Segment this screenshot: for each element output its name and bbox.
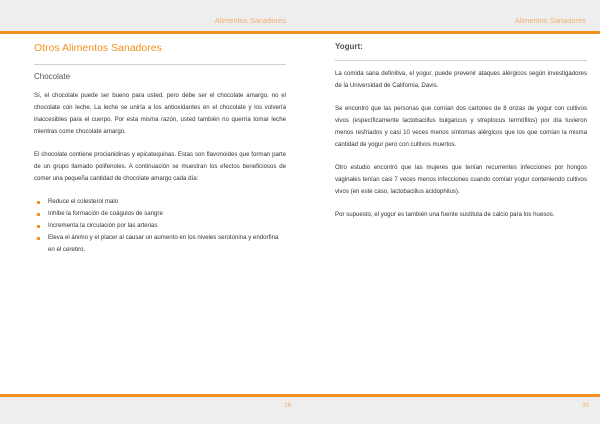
right-page-content [335,42,587,232]
paragraph: La comida sana definitiva, el yogur, puede prevenir ataques alérgicos según investigadores de la Universidad de California, Davis. [335,70,587,89]
footer-bar [300,397,600,424]
page-number: 30 [582,402,590,409]
left-page-content [34,42,286,256]
right-page [300,0,600,424]
benefits-list [34,196,286,256]
subheading-chocolate: Chocolate [34,72,71,81]
page-number: 28 [284,402,292,409]
subheading-yogurt: Yogurt: [335,42,363,51]
list-item: Eleva el ánimo y el placer al causar un aumento en los niveles serotonina y endorfina en el cerebro. [34,232,286,256]
paragraph: Otro estudio encontró que las mujeres que tenían recurrentes infecciones por hongos vaginales tenían casi 7 veces menos infecciones cuando comían yogur conteniendo cultivos vivos (en este caso, lactobacillus acidophilus). [335,164,587,195]
paragraph: Sí, el chocolate puede ser bueno para usted, pero debe ser el chocolate amargo, no el chocolate con leche. La leche se uniría a los antioxidantes en el chocolate y los volvería inaccesibles para el cuerpo. Por esta misma razón, usted también no querría tomar leche mientras come chocolate amargo. [34,92,286,135]
subheading-divider [335,60,587,61]
list-item: Reduce el colesterol malo [34,196,286,208]
running-header: Alimentos Sanadores [214,16,286,25]
section-title: Otros Alimentos Sanadores [34,42,162,54]
footer-bar [0,397,300,424]
paragraph: Por supuesto, el yogur es también una fuente sustituta de calcio para los huesos. [335,211,555,218]
header-rule [300,31,600,34]
header-rule [0,31,300,34]
list-item: Inhibe la formación de coágulos de sangre [34,208,286,220]
header-bar [300,0,600,31]
list-item: Incrementa la circulación por las arterias [34,220,286,232]
running-header: Alimentos Sanadores [514,16,586,25]
title-divider [34,64,286,65]
paragraph: Se encontró que las personas que comían dos cartones de 8 onzas de yogur con cultivos vivos (específicamente lactobacillus bulgaricus y streptocus termófilos) por día tuvieron menos resfriados y casi 10 veces menos síntomas alérgicos que los que comían la misma cantidad de yogur pero con cultivos muertos. [335,105,587,148]
header-bar [0,0,300,31]
paragraph: El chocolate contiene procianidinas y epicatequinas. Estas son flavonoides que forman parte de un grupo llamado polifenoles. A continuación se muestran los efectos beneficiosos de comer una pequeña cantidad de chocolate amargo cada día: [34,151,286,182]
